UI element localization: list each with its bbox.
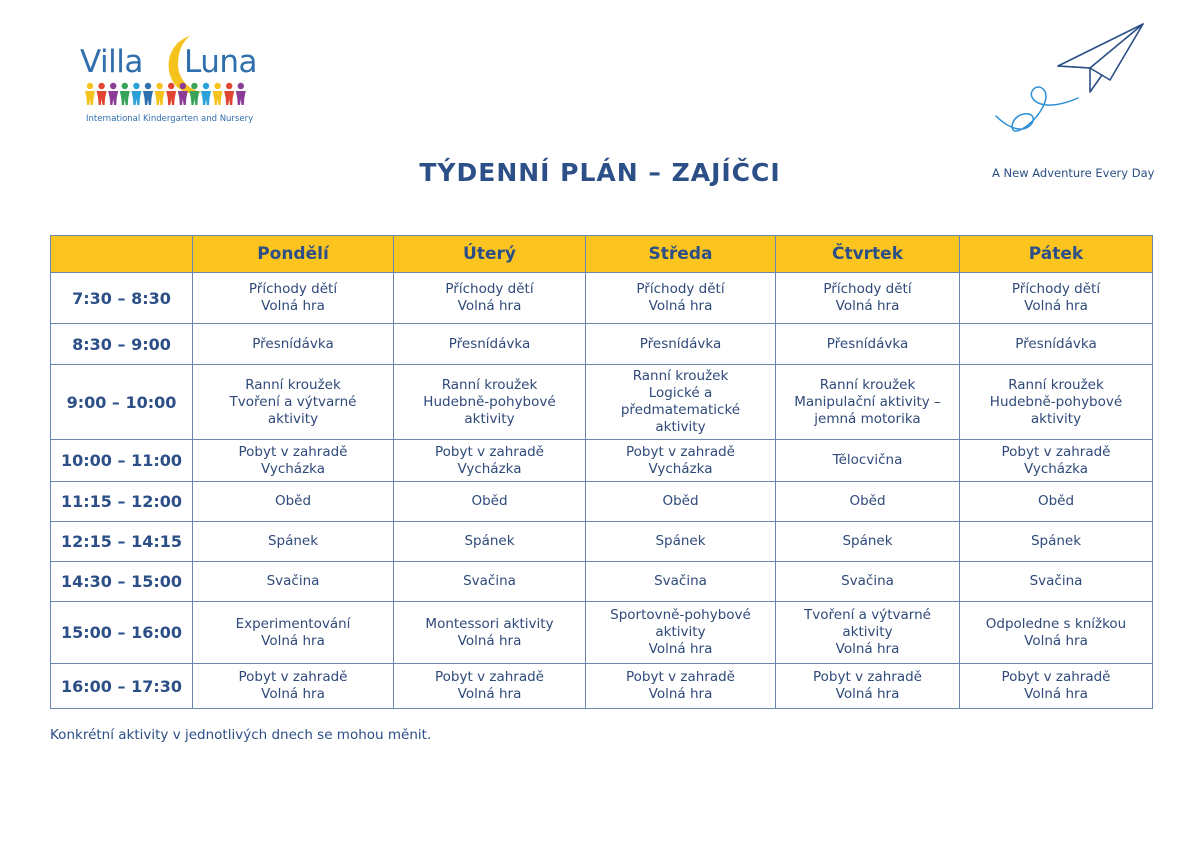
activity-line: Volná hra [835, 686, 900, 702]
activity-cell [394, 273, 586, 324]
activity-line: Volná hra [261, 298, 325, 314]
activity-line: Svačina [841, 573, 894, 589]
activity-line: jemná motorika [814, 410, 921, 427]
activity-cell [776, 482, 960, 522]
activity-line: Přesnídávka [826, 335, 909, 352]
activity-line: Svačina [654, 573, 707, 589]
activity-cell [394, 324, 586, 365]
activity-cell [586, 664, 776, 709]
activity-cell [394, 440, 586, 482]
table-row [51, 324, 1153, 365]
activity-cell [586, 324, 776, 365]
paper-plane-icon [990, 20, 1150, 155]
activity-cell [776, 522, 960, 562]
logo-word-luna: Luna [184, 44, 258, 80]
activity-line: Pobyt v zahradě [435, 443, 544, 460]
activity-cell [776, 602, 960, 664]
activity-line: Volná hra [1024, 686, 1088, 702]
activity-cell [394, 664, 586, 709]
activity-cell [586, 602, 776, 664]
activity-cell [960, 324, 1153, 365]
activity-line: Svačina [1029, 573, 1083, 589]
weekly-schedule-table [50, 235, 1153, 709]
activity-line: Volná hra [648, 298, 713, 314]
activity-line: Volná hra [1024, 298, 1088, 314]
activity-cell [394, 482, 586, 522]
activity-line: Spánek [1030, 533, 1082, 549]
activity-cell [193, 562, 394, 602]
time-slot: 11:15 – 12:00 [51, 482, 193, 522]
activity-line: Tělocvična [832, 452, 903, 468]
activity-line: Volná hra [648, 686, 713, 702]
activity-cell [960, 562, 1153, 602]
activity-line: Odpoledne s knížkou [985, 615, 1127, 632]
activity-line: aktivity [464, 410, 515, 427]
logo-tagline: International Kindergarten and Nursery [86, 114, 254, 124]
activity-line: Sportovně-pohybové [610, 607, 751, 623]
activity-line: předmatematické [620, 402, 741, 418]
activity-line: Oběd [274, 493, 312, 509]
activity-cell [586, 365, 776, 440]
activity-line: Experimentování [235, 615, 351, 632]
activity-line: Ranní kroužek [245, 376, 341, 393]
activity-cell [193, 482, 394, 522]
activity-line: Volná hra [261, 686, 325, 702]
activity-cell [960, 365, 1153, 440]
activity-cell [776, 562, 960, 602]
activity-line: Pobyt v zahradě [435, 669, 544, 685]
activity-line: Hudebně-pohybové [989, 393, 1123, 410]
header-wednesday: Středa [586, 236, 776, 273]
children-figures-icon [84, 82, 252, 106]
activity-line: Pobyt v zahradě [626, 669, 735, 685]
activity-line: Logické a [648, 385, 713, 401]
activity-cell [193, 324, 394, 365]
activity-line: Pobyt v zahradě [238, 669, 348, 685]
activity-line: Volná hra [457, 686, 522, 702]
slogan: A New Adventure Every Day [992, 166, 1155, 180]
time-slot: 16:00 – 17:30 [51, 664, 193, 709]
activity-line: Volná hra [1024, 632, 1088, 649]
table-row [51, 522, 1153, 562]
time-slot: 8:30 – 9:00 [51, 324, 193, 365]
time-slot: 7:30 – 8:30 [51, 273, 193, 324]
activity-cell [394, 522, 586, 562]
footnote: Konkrétní aktivity v jednotlivých dnech se mohou měnit. [50, 727, 432, 743]
activity-line: Montessori aktivity [425, 615, 554, 632]
activity-line: Ranní kroužek [632, 368, 729, 384]
activity-line: aktivity [655, 624, 706, 640]
activity-cell [586, 482, 776, 522]
activity-line: Spánek [842, 533, 893, 549]
activity-line: Svačina [463, 573, 516, 589]
activity-line: Volná hra [648, 641, 713, 657]
activity-line: Volná hra [835, 641, 900, 657]
activity-line: Volná hra [835, 298, 900, 314]
activity-cell [960, 273, 1153, 324]
activity-cell [394, 365, 586, 440]
activity-line: Vycházka [260, 460, 326, 477]
activity-line: Svačina [266, 573, 320, 589]
time-slot: 12:15 – 14:15 [51, 522, 193, 562]
table-row [51, 273, 1153, 324]
activity-cell [960, 522, 1153, 562]
activity-line: Příchody dětí [248, 281, 338, 297]
table-row [51, 440, 1153, 482]
activity-cell [776, 664, 960, 709]
table-row [51, 664, 1153, 709]
activity-line: Volná hra [261, 632, 325, 649]
activity-line: Oběd [1037, 493, 1075, 509]
activity-line: aktivity [655, 419, 706, 435]
activity-line: Přesnídávka [252, 335, 334, 352]
activity-cell [776, 324, 960, 365]
activity-line: Spánek [655, 533, 706, 549]
activity-line: Hudebně-pohybové [423, 393, 556, 410]
activity-line: Oběd [849, 493, 886, 509]
activity-line: aktivity [1030, 410, 1082, 427]
activity-line: Tvoření a výtvarné [804, 607, 931, 623]
activity-cell [193, 365, 394, 440]
time-slot: 9:00 – 10:00 [51, 365, 193, 440]
activity-line: Vycházka [1023, 460, 1089, 477]
activity-cell [394, 562, 586, 602]
activity-line: Pobyt v zahradě [1001, 669, 1111, 685]
activity-line: Pobyt v zahradě [1001, 443, 1111, 460]
activity-line: Příchody dětí [823, 281, 912, 297]
activity-line: Ranní kroužek [441, 376, 538, 393]
activity-line: Volná hra [457, 298, 522, 314]
activity-cell [960, 602, 1153, 664]
activity-cell [193, 273, 394, 324]
table-row [51, 602, 1153, 664]
logo-word-villa: Villa [80, 44, 143, 80]
activity-line: Příchody dětí [1011, 281, 1101, 297]
activity-line: Příchody dětí [636, 281, 725, 297]
activity-cell [960, 482, 1153, 522]
activity-line: Volná hra [457, 632, 522, 649]
activity-line: Oběd [662, 493, 699, 509]
activity-line: Pobyt v zahradě [238, 443, 348, 460]
table-row [51, 562, 1153, 602]
table-row [51, 482, 1153, 522]
header-time [51, 236, 193, 273]
activity-line: Přesnídávka [639, 335, 722, 352]
activity-line: Vycházka [648, 460, 713, 477]
activity-line: Vycházka [457, 460, 522, 477]
activity-line: Spánek [267, 533, 319, 549]
activity-cell [586, 522, 776, 562]
activity-cell [960, 664, 1153, 709]
activity-cell [776, 440, 960, 482]
activity-line: Oběd [471, 493, 508, 509]
activity-cell [586, 562, 776, 602]
activity-line: Spánek [464, 533, 515, 549]
activity-line: Pobyt v zahradě [813, 669, 922, 685]
activity-cell [960, 440, 1153, 482]
header-tuesday: Úterý [394, 236, 586, 273]
header-monday: Pondělí [193, 236, 394, 273]
activity-line: aktivity [842, 624, 893, 640]
table-row [51, 365, 1153, 440]
activity-cell [776, 273, 960, 324]
time-slot: 14:30 – 15:00 [51, 562, 193, 602]
page-title: TÝDENNÍ PLÁN – ZAJÍČCI [419, 158, 781, 187]
activity-cell [193, 664, 394, 709]
header-friday: Pátek [960, 236, 1153, 273]
activity-cell [394, 602, 586, 664]
activity-line: Manipulační aktivity – [794, 393, 941, 410]
time-slot: 10:00 – 11:00 [51, 440, 193, 482]
activity-line: aktivity [267, 410, 319, 427]
activity-line: Ranní kroužek [1008, 376, 1104, 393]
activity-line: Pobyt v zahradě [626, 443, 735, 460]
activity-cell [586, 440, 776, 482]
activity-line: Tvoření a výtvarné [229, 393, 357, 410]
activity-line: Přesnídávka [448, 335, 531, 352]
villa-luna-logo [80, 34, 260, 126]
activity-cell [586, 273, 776, 324]
activity-line: Ranní kroužek [819, 376, 916, 393]
table-header-row [51, 236, 1153, 273]
activity-line: Příchody dětí [445, 281, 534, 297]
time-slot: 15:00 – 16:00 [51, 602, 193, 664]
header-thursday: Čtvrtek [776, 236, 960, 273]
activity-cell [193, 440, 394, 482]
activity-cell [193, 602, 394, 664]
activity-cell [193, 522, 394, 562]
activity-cell [776, 365, 960, 440]
activity-line: Přesnídávka [1015, 335, 1097, 352]
